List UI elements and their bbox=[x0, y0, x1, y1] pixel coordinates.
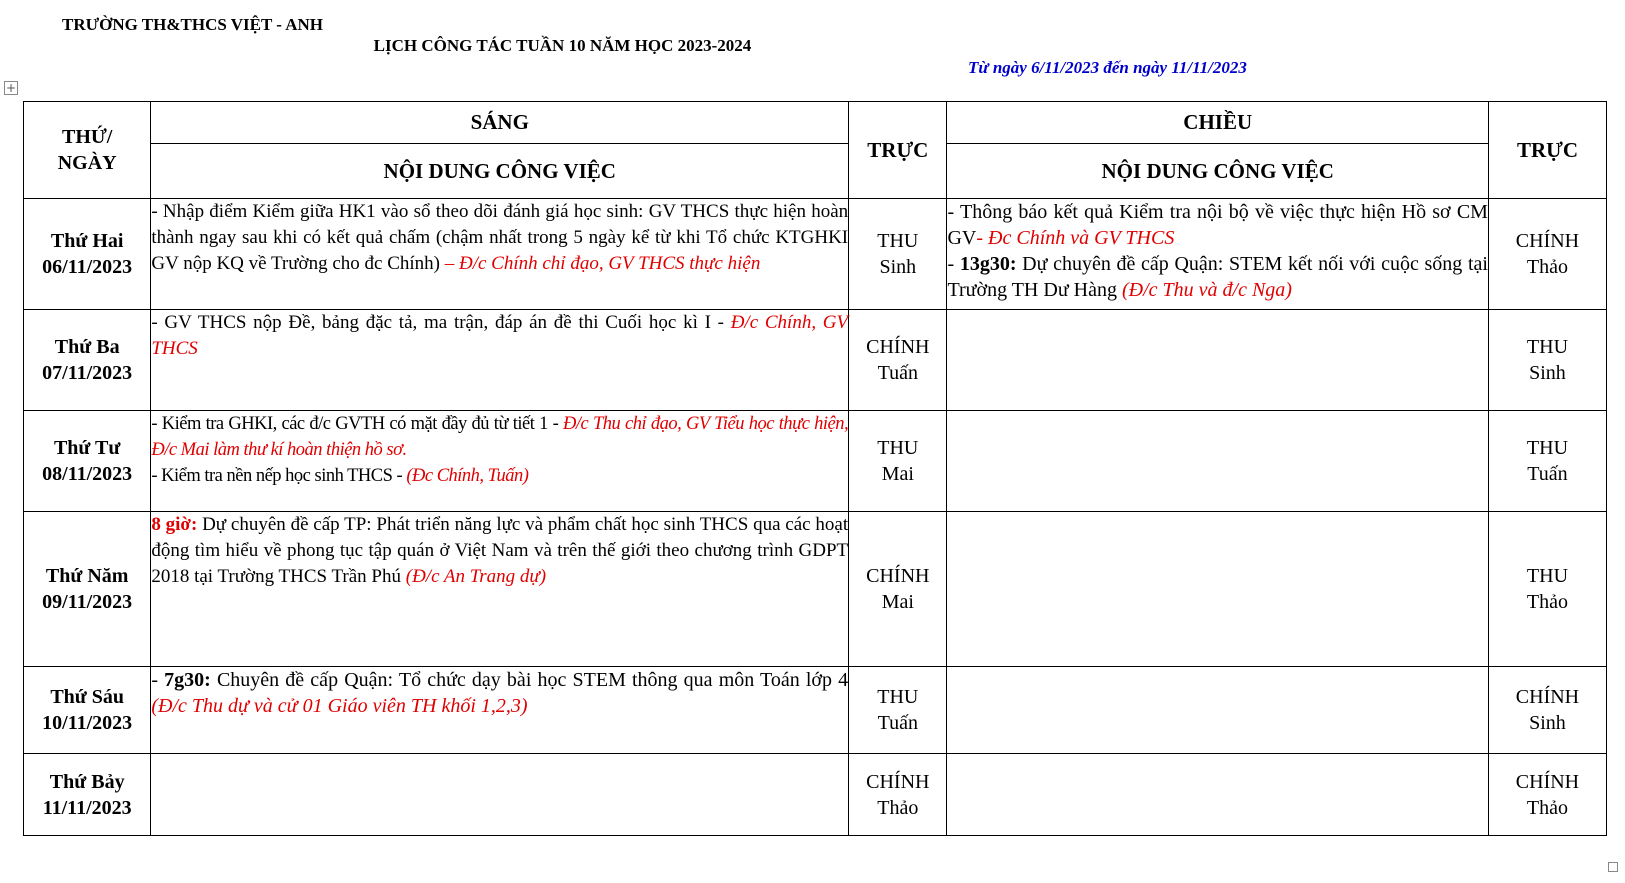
day-cell bbox=[24, 199, 151, 310]
header-afternoon-content: NỘI DUNG CÔNG VIỆC bbox=[947, 144, 1488, 199]
task-text: Chuyên đề cấp Quận: Tổ chức dạy bài học STEM thông qua môn Toán lớp 4 bbox=[210, 669, 849, 691]
afternoon-duty bbox=[1488, 512, 1606, 667]
day-date: 10/11/2023 bbox=[42, 712, 133, 734]
task-note: Đ/c Chính, GV THCS bbox=[151, 312, 849, 359]
morning-content bbox=[151, 199, 849, 310]
table-row bbox=[24, 411, 1607, 512]
task-text: - Nhập điểm Kiểm giữa HK1 vào sổ theo dõi đánh giá học sinh: GV THCS thực hiện hoàn thành ngay sau khi có kết quả chấm (chậm nhất trong 5 ngày kể từ khi Tổ chức KTGHKI GV nộp KQ về Trường cho đc Chính) bbox=[151, 201, 849, 274]
afternoon-duty bbox=[1488, 667, 1606, 754]
task-note: – Đ/c Chính chỉ đạo, GV THCS thực hiện bbox=[439, 253, 761, 274]
day-cell bbox=[24, 512, 151, 667]
afternoon-content bbox=[947, 411, 1488, 512]
duty-lead: THU bbox=[877, 686, 919, 708]
day-name: Thứ Bảy bbox=[49, 770, 125, 793]
duty-lead: CHÍNH bbox=[1515, 770, 1580, 793]
morning-duty bbox=[849, 199, 947, 310]
table-row bbox=[24, 754, 1607, 836]
duty-lead: CHÍNH bbox=[866, 336, 930, 358]
task-text: Dự chuyên đề cấp Quận: STEM kết nối với cuộc sống tại Trường TH Dư Hàng bbox=[947, 253, 1488, 301]
duty-staff: Tuấn bbox=[877, 362, 918, 384]
afternoon-duty bbox=[1488, 199, 1606, 310]
duty-staff: Sinh bbox=[1529, 712, 1566, 734]
day-cell bbox=[24, 754, 151, 836]
afternoon-content bbox=[947, 512, 1488, 667]
day-cell bbox=[24, 667, 151, 754]
table-row bbox=[24, 199, 1607, 310]
task-time: 13g30: bbox=[959, 253, 1017, 275]
duty-lead: CHÍNH bbox=[1515, 230, 1580, 252]
morning-content bbox=[151, 310, 849, 411]
school-name: TRƯỜNG TH&THCS VIỆT - ANH bbox=[62, 15, 324, 34]
day-cell bbox=[24, 411, 151, 512]
header-morning-content: NỘI DUNG CÔNG VIỆC bbox=[151, 144, 849, 199]
header-afternoon: CHIỀU bbox=[947, 102, 1488, 144]
task-note: (Đ/c Thu và đ/c Nga) bbox=[1121, 279, 1292, 301]
day-date: 07/11/2023 bbox=[42, 362, 133, 384]
task-time: 7g30: bbox=[164, 669, 211, 691]
day-date: 09/11/2023 bbox=[42, 591, 133, 613]
duty-staff: Thảo bbox=[1526, 256, 1569, 278]
duty-staff: Thảo bbox=[1526, 796, 1569, 819]
header-afternoon-duty: TRỰC bbox=[1488, 102, 1606, 199]
table-row bbox=[24, 667, 1607, 754]
duty-staff: Mai bbox=[881, 463, 914, 485]
day-name: Thứ Hai bbox=[50, 230, 124, 252]
task-text: Dự chuyên đề cấp TP: Phát triển năng lực và phẩm chất học sinh THCS qua các hoạt động tìm hiểu về phong tục tập quán ở Việt Nam và trên thế giới theo chương trình GDPT 2018 tại Trường THCS Trần Phú bbox=[151, 514, 849, 587]
afternoon-content bbox=[947, 310, 1488, 411]
morning-content bbox=[151, 512, 849, 667]
day-cell bbox=[24, 310, 151, 411]
morning-content bbox=[151, 667, 849, 754]
task-note: Đ/c Thu chỉ đạo, GV Tiểu học thực hiện, Đ/c Mai làm thư kí hoàn thiện hồ sơ. bbox=[151, 414, 849, 460]
duty-lead: THU bbox=[877, 437, 919, 459]
duty-staff: Sinh bbox=[879, 256, 917, 278]
task-text: - GV THCS nộp Đề, bảng đặc tả, ma trận, đáp án đề thi Cuối học kì I - bbox=[151, 312, 731, 333]
morning-content bbox=[151, 754, 849, 836]
morning-duty bbox=[849, 310, 947, 411]
afternoon-content bbox=[947, 667, 1488, 754]
duty-staff: Tuấn bbox=[877, 712, 918, 734]
afternoon-content bbox=[947, 199, 1488, 310]
table-move-handle-icon[interactable]: + bbox=[5, 81, 17, 95]
header-morning: SÁNG bbox=[151, 102, 849, 144]
header-row-2 bbox=[24, 144, 1607, 199]
task-text: - Kiểm tra GHKI, các đ/c GVTH có mặt đầy đủ từ tiết 1 - bbox=[151, 414, 564, 434]
duty-lead: CHÍNH bbox=[866, 565, 930, 587]
duty-staff: Sinh bbox=[1529, 362, 1566, 384]
task-note: (Đc Chính, Tuấn) bbox=[406, 466, 529, 486]
duty-staff: Tuấn bbox=[1527, 463, 1568, 485]
morning-duty bbox=[849, 754, 947, 836]
table-resize-handle[interactable] bbox=[1608, 862, 1618, 872]
day-name: Thứ Tư bbox=[53, 437, 121, 459]
duty-staff: Thảo bbox=[1526, 591, 1569, 613]
task-time: 8 giờ: bbox=[151, 514, 198, 535]
table-row bbox=[24, 512, 1607, 667]
page-title: LỊCH CÔNG TÁC TUẦN 10 NĂM HỌC 2023-2024 bbox=[373, 36, 752, 55]
duty-staff: Thảo bbox=[877, 796, 919, 819]
task-prefix: - bbox=[947, 253, 960, 275]
day-date: 06/11/2023 bbox=[42, 256, 133, 278]
header-day-label: THỨ/ NGÀY bbox=[57, 126, 117, 174]
task-text: - Kiểm tra nền nếp học sinh THCS - bbox=[151, 466, 407, 486]
morning-duty bbox=[849, 512, 947, 667]
duty-lead: THU bbox=[1526, 565, 1569, 587]
task-note: - Đc Chính và GV THCS bbox=[976, 227, 1175, 249]
header-row-1 bbox=[24, 102, 1607, 144]
duty-lead: CHÍNH bbox=[1515, 686, 1580, 708]
morning-duty bbox=[849, 667, 947, 754]
duty-lead: THU bbox=[1526, 437, 1569, 459]
day-name: Thứ Sáu bbox=[50, 686, 125, 708]
weekly-schedule-table bbox=[23, 101, 1607, 836]
afternoon-duty bbox=[1488, 754, 1606, 836]
day-date: 08/11/2023 bbox=[42, 463, 133, 485]
header-morning-duty: TRỰC bbox=[849, 102, 947, 199]
task-note: (Đ/c Thu dự và cử 01 Giáo viên TH khối 1,2,3) bbox=[151, 695, 528, 717]
day-name: Thứ Ba bbox=[54, 336, 120, 358]
day-name: Thứ Năm bbox=[45, 565, 129, 587]
morning-content bbox=[151, 411, 849, 512]
table-row bbox=[24, 310, 1607, 411]
afternoon-duty bbox=[1488, 411, 1606, 512]
task-text: - Thông báo kết quả Kiểm tra nội bộ về việc thực hiện Hồ sơ CM GV bbox=[947, 201, 1488, 249]
task-prefix: - bbox=[151, 669, 165, 691]
duty-lead: THU bbox=[877, 230, 919, 252]
afternoon-content bbox=[947, 754, 1488, 836]
task-note: (Đ/c An Trang dự) bbox=[405, 566, 547, 587]
morning-duty bbox=[849, 411, 947, 512]
duty-lead: THU bbox=[1526, 336, 1569, 358]
header-day bbox=[24, 102, 151, 199]
date-range: Từ ngày 6/11/2023 đến ngày 11/11/2023 bbox=[968, 58, 1247, 77]
duty-staff: Mai bbox=[881, 591, 914, 613]
day-date: 11/11/2023 bbox=[42, 796, 132, 819]
duty-lead: CHÍNH bbox=[866, 770, 930, 793]
afternoon-duty bbox=[1488, 310, 1606, 411]
